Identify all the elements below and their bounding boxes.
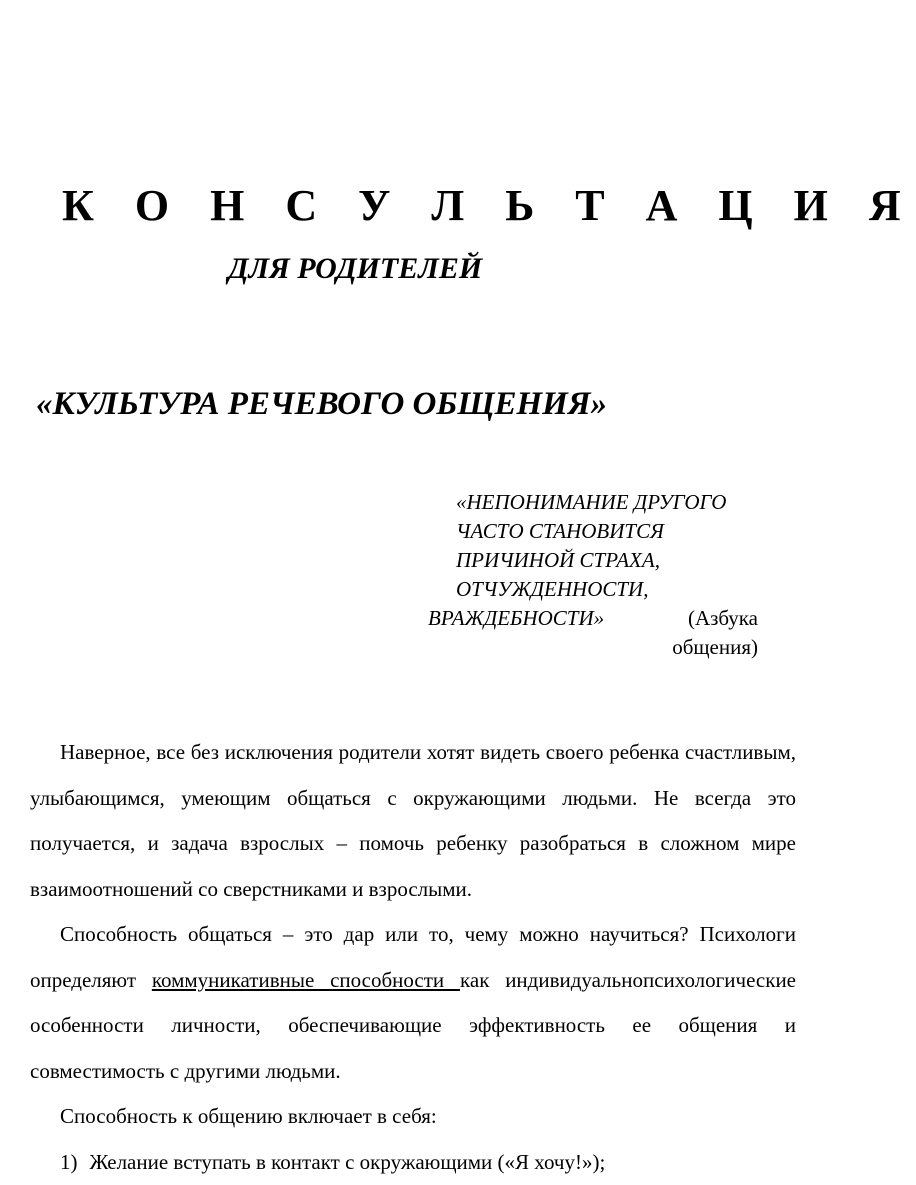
document-subtitle: ДЛЯ РОДИТЕЛЕЙ [228, 254, 482, 284]
epigraph-source: (Азбука [688, 604, 758, 633]
epigraph-source-continued: общения) [428, 633, 758, 662]
underlined-term: коммуникативные способности [152, 968, 460, 992]
list-item [30, 1140, 796, 1185]
list-number: 1) [60, 1150, 78, 1174]
epigraph-line: «НЕПОНИМАНИЕ ДРУГОГО [428, 488, 768, 517]
paragraph-text: Способность общаться – это дар или то, чему можно научиться? Психологи определяют [30, 922, 796, 992]
epigraph-line: ПРИЧИНОЙ СТРАХА, [428, 546, 768, 575]
paragraph-abilities [30, 912, 796, 1094]
epigraph [428, 488, 768, 662]
epigraph-last-line: ВРАЖДЕБНОСТИ» [428, 604, 604, 633]
paragraph-list-intro: Способность к общению включает в себя: [30, 1094, 796, 1140]
epigraph-line: ЧАСТО СТАНОВИТСЯ [428, 517, 768, 546]
list-text: Желание вступать в контакт с окружающими («Я хочу!»); [90, 1150, 606, 1174]
document-title: К О Н С У Л Ь Т А Ц И Я [62, 184, 762, 228]
topic-title: «КУЛЬТУРА РЕЧЕВОГО ОБЩЕНИЯ» [36, 388, 607, 421]
paragraph-intro: Наверное, все без исключения родители хотят видеть своего ребенка счастливым, улыбающимся, умеющим общаться с окружающими людьми. Не всегда это получается, и задача взрослых – помочь ребенку разобраться в сложном мире взаимоотношений со сверстниками и взрослыми. [30, 730, 796, 912]
epigraph-last-row [428, 604, 758, 633]
paragraph-text: как индивидуальнопсихологические особенности личности, обеспечивающие эффективность ее общения и совместимость с другими людьми. [30, 968, 796, 1083]
body-text [30, 730, 796, 1185]
epigraph-line: ОТЧУЖДЕННОСТИ, [428, 575, 768, 604]
